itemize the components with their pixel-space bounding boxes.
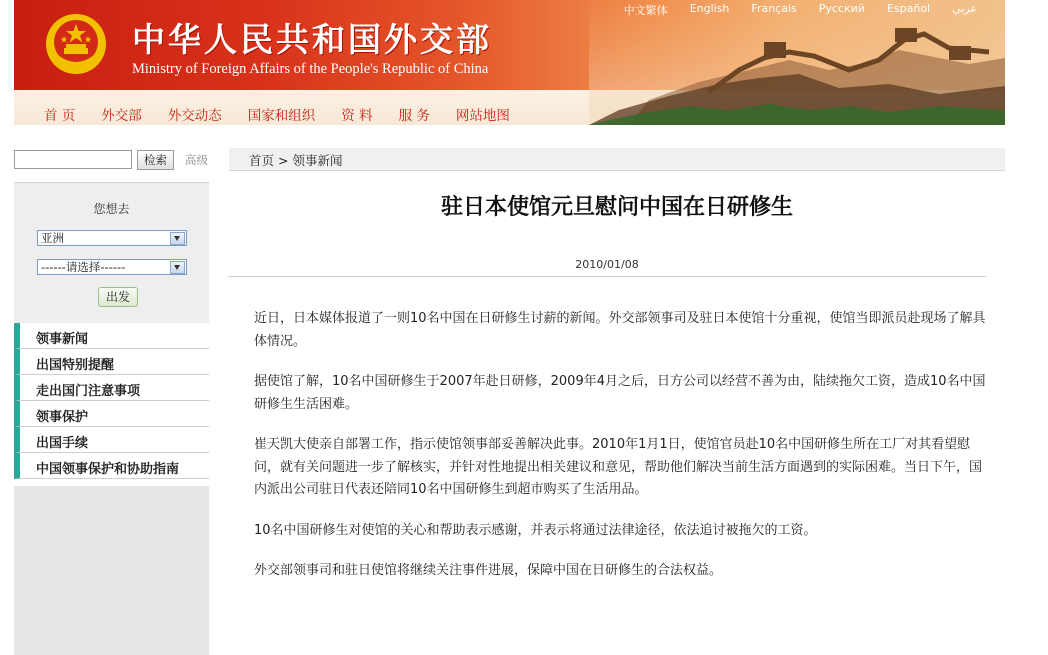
lang-english[interactable]: English [689, 2, 730, 15]
region-select-value: 亚洲 [41, 231, 64, 245]
lang-spanish[interactable]: Español [886, 2, 931, 15]
destination-title: 您想去 [93, 202, 130, 216]
side-item-protection-guide[interactable] [14, 453, 209, 479]
side-item-label: 中国领事保护和协助指南 [36, 462, 180, 477]
search-input[interactable] [14, 150, 132, 169]
side-item-label: 领事保护 [36, 410, 89, 425]
search-button[interactable]: 检索 [137, 150, 174, 170]
site-subtitle: Ministry of Foreign Affairs of the People's Republic of China [132, 61, 489, 77]
article-paragraph: 崔天凯大使亲自部署工作，指示使馆领事部妥善解决此事。2010年1月1日，使馆官员赴10名中国研修生所在工厂对其看望慰问，就有关问题进一步了解核实，并针对性地提出相关建议和意见，帮助他们解决当前生活方面遇到的实际困难。当日下午，国内派出公司驻日代表还陪同10名中国研修生到超市购买了生活用品。 [254, 437, 983, 497]
nav-sitemap[interactable]: 网站地图 [455, 108, 510, 124]
nav-home[interactable]: 首 页 [44, 108, 76, 124]
nav-services[interactable]: 服 务 [398, 108, 430, 124]
side-item-consular-protection[interactable] [14, 401, 209, 427]
lang-arabic[interactable]: عربي [952, 2, 977, 15]
lang-french[interactable]: Français [751, 2, 797, 15]
site-title[interactable]: 中华人民共和国外交部 [132, 20, 492, 59]
article-date: 2010/01/08 [575, 258, 639, 271]
sidebar-filler [14, 486, 209, 655]
lang-russian[interactable]: Русский [818, 2, 865, 15]
side-item-label: 领事新闻 [36, 332, 89, 347]
side-item-consular-news[interactable] [14, 323, 209, 349]
side-item-travel-alerts[interactable] [14, 349, 209, 375]
nav-countries-orgs[interactable]: 国家和组织 [247, 108, 316, 124]
article-paragraph: 据使馆了解，10名中国研修生于2007年赴日研修，2009年4月之后，日方公司以经营不善为由，陆续拖欠工资，造成10名中国研修生生活困难。 [254, 374, 986, 412]
language-bar [624, 2, 977, 18]
article-title: 驻日本使馆元旦慰问中国在日研修生 [440, 194, 793, 220]
article-paragraph: 外交部领事司和驻日使馆将继续关注事件进展，保障中国在日研修生的合法权益。 [254, 563, 723, 578]
nav-resources[interactable]: 资 料 [341, 108, 373, 124]
country-select[interactable] [37, 259, 187, 275]
advanced-search-link[interactable]: 高级 [185, 153, 208, 167]
dropdown-arrow-icon[interactable] [170, 261, 185, 274]
nav-ministry[interactable]: 外交部 [101, 108, 142, 124]
side-item-label: 出国手续 [36, 436, 89, 451]
breadcrumb-current[interactable]: 领事新闻 [292, 153, 343, 168]
side-item-label: 出国特别提醒 [36, 358, 115, 373]
article-paragraph: 近日，日本媒体报道了一则10名中国在日研修生讨薪的新闻。外交部领事司及驻日本使馆十分重视，使馆当即派员赴现场了解具体情况。 [254, 311, 986, 349]
depart-button[interactable]: 出发 [98, 287, 138, 307]
article-body [254, 308, 992, 601]
country-select-value: ------请选择------ [41, 260, 126, 274]
side-item-travel-notes[interactable] [14, 375, 209, 401]
side-item-exit-procedures[interactable] [14, 427, 209, 453]
title-divider [228, 276, 986, 277]
great-wall-image [589, 0, 1005, 125]
side-item-label: 走出国门注意事项 [36, 384, 141, 399]
national-emblem-icon[interactable] [44, 12, 108, 76]
breadcrumb [229, 148, 1005, 171]
dropdown-arrow-icon[interactable] [170, 232, 185, 245]
lang-traditional-chinese[interactable]: 中文繁体 [623, 4, 668, 17]
main-nav [44, 104, 536, 124]
site-header [14, 0, 1005, 125]
breadcrumb-home[interactable]: 首页 [249, 153, 275, 168]
region-select[interactable] [37, 230, 187, 246]
side-menu [14, 323, 209, 479]
breadcrumb-separator: > [278, 153, 289, 168]
nav-diplomatic-news[interactable]: 外交动态 [167, 108, 222, 124]
article-paragraph: 10名中国研修生对使馆的关心和帮助表示感谢，并表示将通过法律途径，依法追讨被拖欠的工资。 [254, 522, 817, 538]
